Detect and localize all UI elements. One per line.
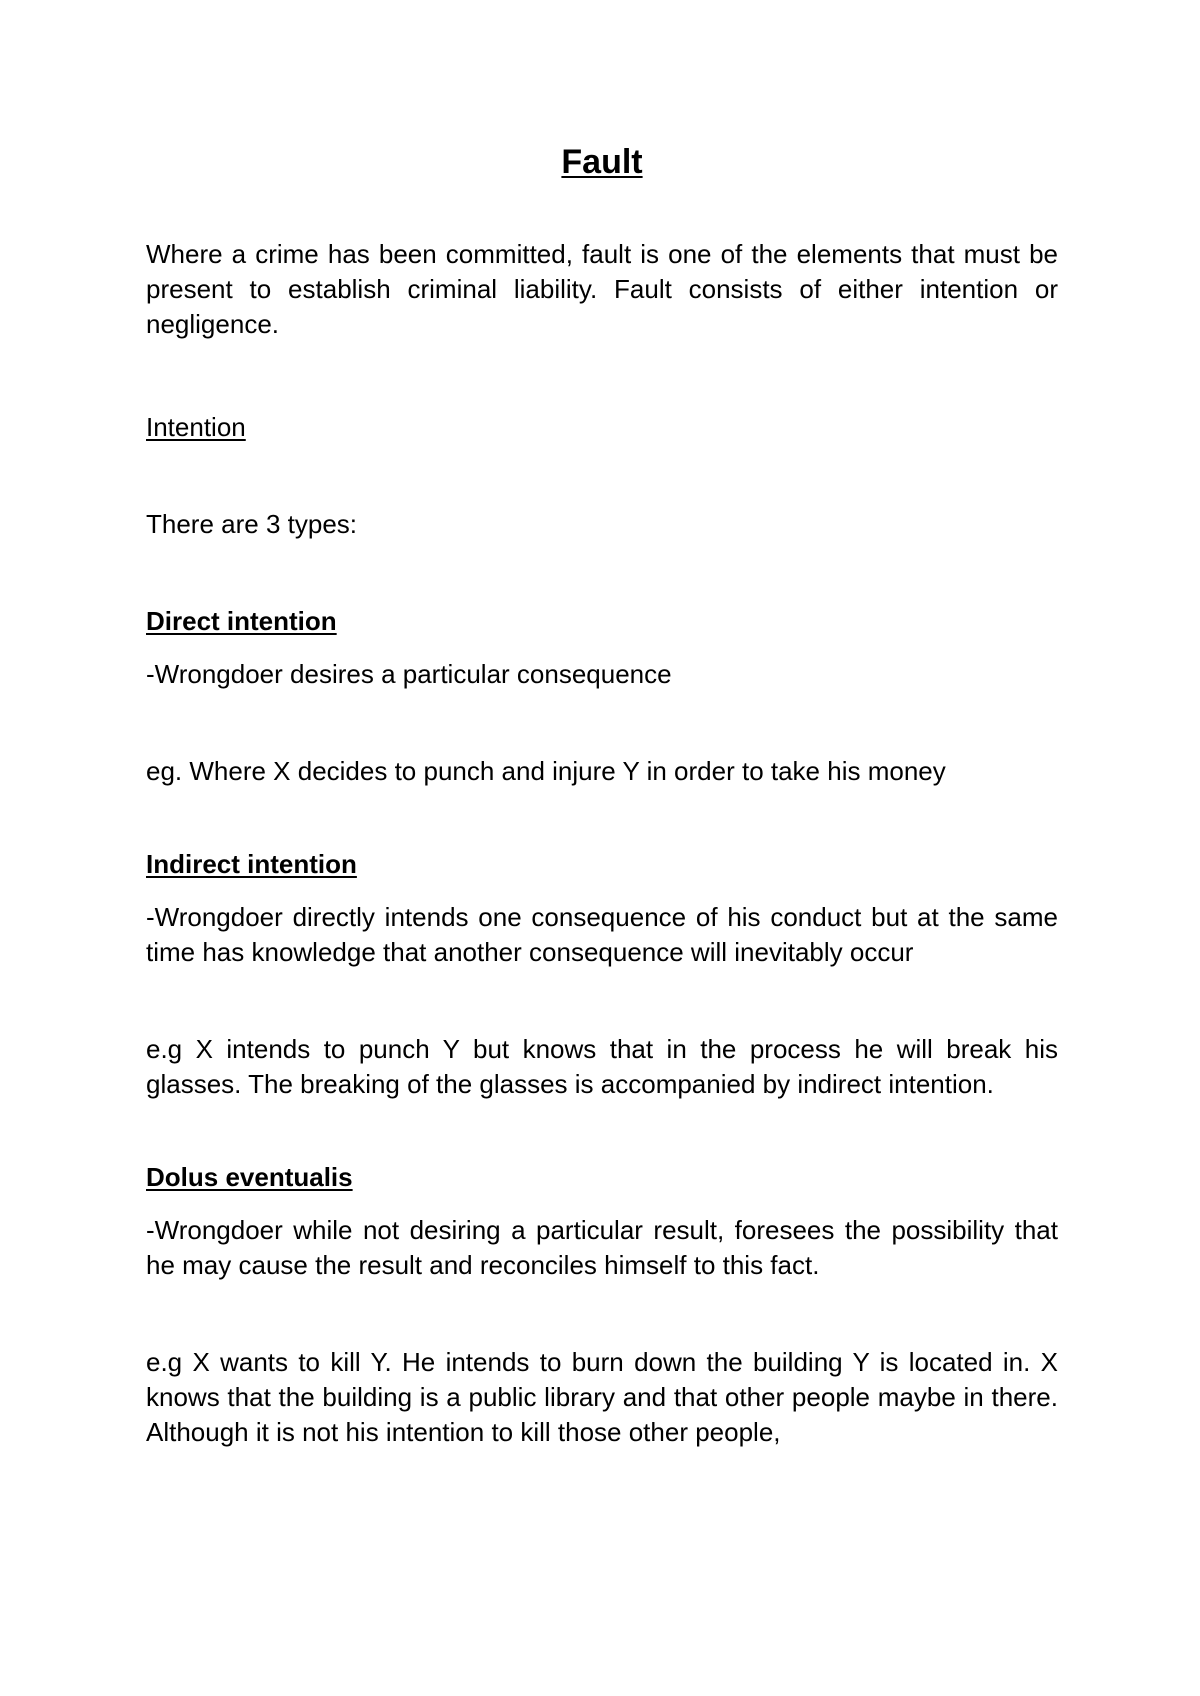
direct-intention-definition: -Wrongdoer desires a particular consequence [146,659,672,689]
types-line: There are 3 types: [146,509,357,539]
heading-direct-intention-text: Direct intention [146,606,337,636]
indirect-intention-definition: -Wrongdoer directly intends one consequence of his conduct but at the same time has knowledge that another consequence will inevitably occur [146,902,1058,967]
section-heading-intention [146,410,1058,445]
document-body [146,142,1058,1450]
heading-direct-intention [146,604,1058,639]
section-heading-text: Intention [146,412,246,442]
heading-dolus-eventualis-text: Dolus eventualis [146,1162,353,1192]
direct-intention-example: eg. Where X decides to punch and injure Y in order to take his money [146,756,946,786]
heading-dolus-eventualis [146,1160,1058,1195]
page-title: Fault [561,143,643,181]
dolus-eventualis-example: e.g X wants to kill Y. He intends to burn down the building Y is located in. X knows that the building is a public library and that other people maybe in there. Although it is not his intention to kill those other people, [146,1347,1058,1447]
dolus-eventualis-definition: -Wrongdoer while not desiring a particular result, foresees the possibility that he may cause the result and reconciles himself to this fact. [146,1215,1058,1280]
indirect-intention-example: e.g X intends to punch Y but knows that in the process he will break his glasses. The breaking of the glasses is accompanied by indirect intention. [146,1034,1058,1099]
heading-indirect-intention [146,847,1058,882]
heading-indirect-intention-text: Indirect intention [146,849,357,879]
intro-paragraph: Where a crime has been committed, fault is one of the elements that must be present to establish criminal liability. Fault consists of either intention or negligence. [146,239,1058,339]
